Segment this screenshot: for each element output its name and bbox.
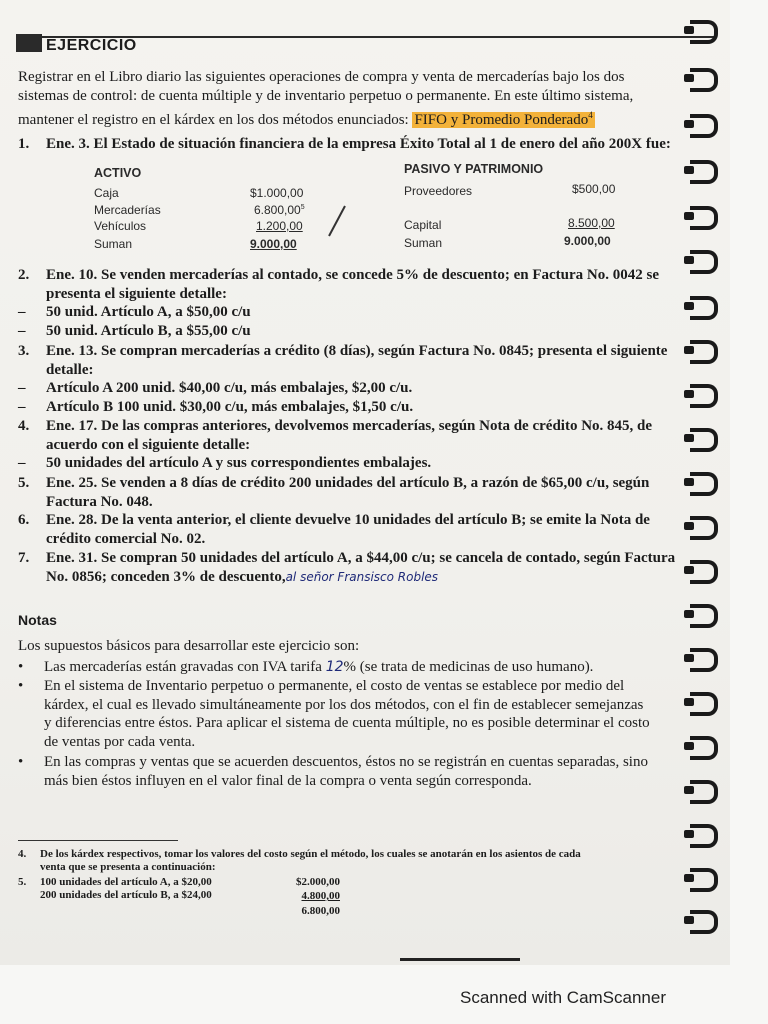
handwritten-note: al señor Fransisco Robles — [285, 569, 439, 584]
spiral-ring-icon — [690, 824, 718, 848]
handwritten-rate: 12 — [325, 659, 344, 675]
spiral-ring-icon — [690, 68, 718, 92]
scanner-watermark: Scanned with CamScanner — [460, 988, 667, 1007]
header-block — [16, 34, 42, 52]
note-2: • En el sistema de Inventario perpetuo o permanente, el costo de ventas se establece por medio del kárdex, el cual es llevado simultáneamente por los dos métodos, con el fin de establecer semejanzas y diferencias entre éstos. Para aplicar el sistema de cuenta múltiple, no es posible determinar el costo de ventas por cada venta. — [18, 678, 650, 750]
spiral-ring-icon — [690, 910, 718, 934]
bullet-icon: • — [18, 754, 24, 770]
spiral-ring-icon — [690, 692, 718, 716]
scanned-page: EJERCICIO Registrar en el Libro diario las siguientes operaciones de compra y venta de mercaderías bajo los dos sistemas de control: de cuenta múltiple y de inventario perpetuo o permanente. En este último sistema, mantener el registro en el kárdex en los dos métodos enunciados: FIFO y Promedio Ponderado$^4$ 1. Ene. 3. El Estado de situación financiera de la empresa Éxito Total al 1 de enero del año 200X fue: ACTIVO PASIVO Y PATRIMONIO Caja $1.000,00 Mercaderías 6.800,00$^5$ Vehículos 1.200,00 Suman 9.000,00 Proveedores $500,00 Capital 8.500,00 Suman 9.000,00 2. Ene. 10. Se venden mercaderías al contado, se concede 5% de descuento; en Factura No. 0042 se presenta el siguiente detalle: – 50 unid. Artículo A, a $50,00 c/u – 50 unid. Artículo B, a $55,00 c/u 3. Ene. 13. Se compran mercaderías a crédito (8 días), según Factura No. 0845; presenta el siguiente detalle: – Artículo A 200 unid. $40,00 c/u, más embalajes, $2,00 c/u. – Artículo B 100 unid. $30,00 c/u, más embalajes, $1,50 c/u. 4. Ene. 17. De las compras anteriores, devolvemos mercaderías, según Nota de crédito No. 845, de acuerdo con el siguiente detalle: – 50 unidades del artículo A y sus correspondientes embalajes. 5. Ene. 25. Se venden a 8 días de crédito 200 unidades del artículo B, a razón de $65,00 c/u, según Factura No. 048. 6. Ene. 28. De la venta anterior, el cliente devuelve 10 unidades del artículo B; se emite la Nota de crédito comercial No. 02. 7. Ene. 31. Se compran 50 unidades del artículo A, a $44,00 c/u; se cancela de contado, según Factura No. 0856; conceden 3% de descuento,al señor Fransisco Robles Notas Los supuestos básicos para desarrollar este ejercicio son: • Las mercaderías están gravadas con IVA tarifa 12% (se trata de medicinas de uso humano). • En el sistema de Inventario perpetuo o permanente, el costo de ventas se establece por medio del kárdex, el cual es llevado simultáneamente por los dos métodos, con el fin de establecer semejanzas y diferencias entre éstos. Para aplicar el sistema de cuenta múltiple, no es posible determinar el costo de ventas por cada venta. • En las compras y ventas que se acuerden descuentos, éstos no se registrán en cuentas separadas, sino más bien éstos influyen en el valor final de la compra o venta según corresponda. 4. De los kárdex respectivos, tomar los valores del costo según el método, los cuales se anotarán en los asientos de cada venta que se presenta a continuación: 5. 100 unidades del artículo A, a $20,00 200 unidades del artículo B, a $24,00 $2.000,00 4.800,00 6.800,00 — [0, 0, 730, 965]
spiral-binding — [690, 10, 724, 930]
operation-4: 4. Ene. 17. De las compras anteriores, devolvemos mercaderías, según Nota de crédito No. 845, de acuerdo con el siguiente detalle: – 50 unidades del artículo A y sus correspondientes embalajes. — [18, 418, 653, 471]
operation-5: 5. Ene. 25. Se venden a 8 días de crédito 200 unidades del artículo B, a razón de $65,00 c/u, según Factura No. 048. — [18, 475, 650, 510]
balance-sheet: ACTIVO PASIVO Y PATRIMONIO Caja $1.000,00 Mercaderías 6.800,00$^5$ Vehículos 1.200,00 Suman 9.000,00 Proveedores $500,00 Capital 8.500,00 Suman 9.000,00 — [94, 162, 616, 251]
spiral-ring-icon — [690, 648, 718, 672]
note-1: • Las mercaderías están gravadas con IVA tarifa 12% (se trata de medicinas de uso humano). — [18, 659, 594, 675]
spiral-ring-icon — [690, 114, 718, 138]
notes-title: Notas — [18, 612, 57, 628]
spiral-ring-icon — [690, 20, 718, 44]
footnote-4: 4. De los kárdex respectivos, tomar los valores del costo según el método, los cuales se anotarán en los asientos de cada venta que se presenta a continuación: — [18, 848, 581, 873]
note-3: • En las compras y ventas que se acuerden descuentos, éstos no se registrán en cuentas separadas, sino más bien éstos influyen en el valor final de la compra o venta según corresponda. — [18, 754, 648, 789]
operation-3: 3. Ene. 13. Se compran mercaderías a crédito (8 días), según Factura No. 0845; presenta el siguiente detalle: – Artículo A 200 unid. $40,00 c/u, más embalajes, $2,00 c/u. – Artículo B 100 unid. $30,00 c/u, más embalajes, $1,50 c/u. — [18, 343, 668, 415]
spiral-ring-icon — [690, 160, 718, 184]
highlighted-methods: FIFO y Promedio Ponderado$^4$ — [414, 110, 593, 128]
spiral-ring-icon — [690, 516, 718, 540]
spiral-ring-icon — [690, 250, 718, 274]
spiral-ring-icon — [690, 780, 718, 804]
spiral-ring-icon — [690, 472, 718, 496]
footnote-rule — [18, 840, 178, 841]
activo-header: ACTIVO — [94, 166, 142, 180]
operation-7: 7. Ene. 31. Se compran 50 unidades del artículo A, a $44,00 c/u; se cancela de contado, según Factura No. 0856; conceden 3% de descuento,al señor Fransisco Robles — [18, 550, 676, 585]
intro-paragraph: Registrar en el Libro diario las siguientes operaciones de compra y venta de mercaderías bajo los dos sistemas de control: de cuenta múltiple y de inventario perpetuo o permanente. En este último sistema, mantener el registro en el kárdex en los dos métodos enunciados: FIFO y Promedio Ponderado$^4$ — [18, 69, 634, 128]
operation-2: 2. Ene. 10. Se venden mercaderías al contado, se concede 5% de descuento; en Factura No. 0042 se presenta el siguiente detalle: – 50 unid. Artículo A, a $50,00 c/u – 50 unid. Artículo B, a $55,00 c/u — [18, 267, 659, 339]
spiral-ring-icon — [690, 428, 718, 452]
spiral-ring-icon — [690, 296, 718, 320]
spiral-ring-icon — [690, 560, 718, 584]
spiral-ring-icon — [690, 340, 718, 364]
exercise-title: EJERCICIO — [46, 37, 137, 54]
spiral-ring-icon — [690, 736, 718, 760]
spiral-ring-icon — [690, 384, 718, 408]
spiral-ring-icon — [690, 604, 718, 628]
notes-intro: Los supuestos básicos para desarrollar este ejercicio son: — [18, 638, 360, 654]
spiral-ring-icon — [690, 206, 718, 230]
footnote-5: 5. 100 unidades del artículo A, a $20,00 200 unidades del artículo B, a $24,00 — [18, 876, 212, 901]
bullet-icon: • — [18, 659, 24, 675]
pasivo-header: PASIVO Y PATRIMONIO — [404, 162, 544, 176]
bottom-rule — [400, 958, 520, 961]
bullet-icon: • — [18, 678, 24, 694]
operation-6: 6. Ene. 28. De la venta anterior, el cliente devuelve 10 unidades del artículo B; se emite la Nota de crédito comercial No. 02. — [18, 512, 650, 547]
spiral-ring-icon — [690, 868, 718, 892]
operation-1: 1. Ene. 3. El Estado de situación financiera de la empresa Éxito Total al 1 de enero del año 200X fue: — [18, 136, 671, 152]
